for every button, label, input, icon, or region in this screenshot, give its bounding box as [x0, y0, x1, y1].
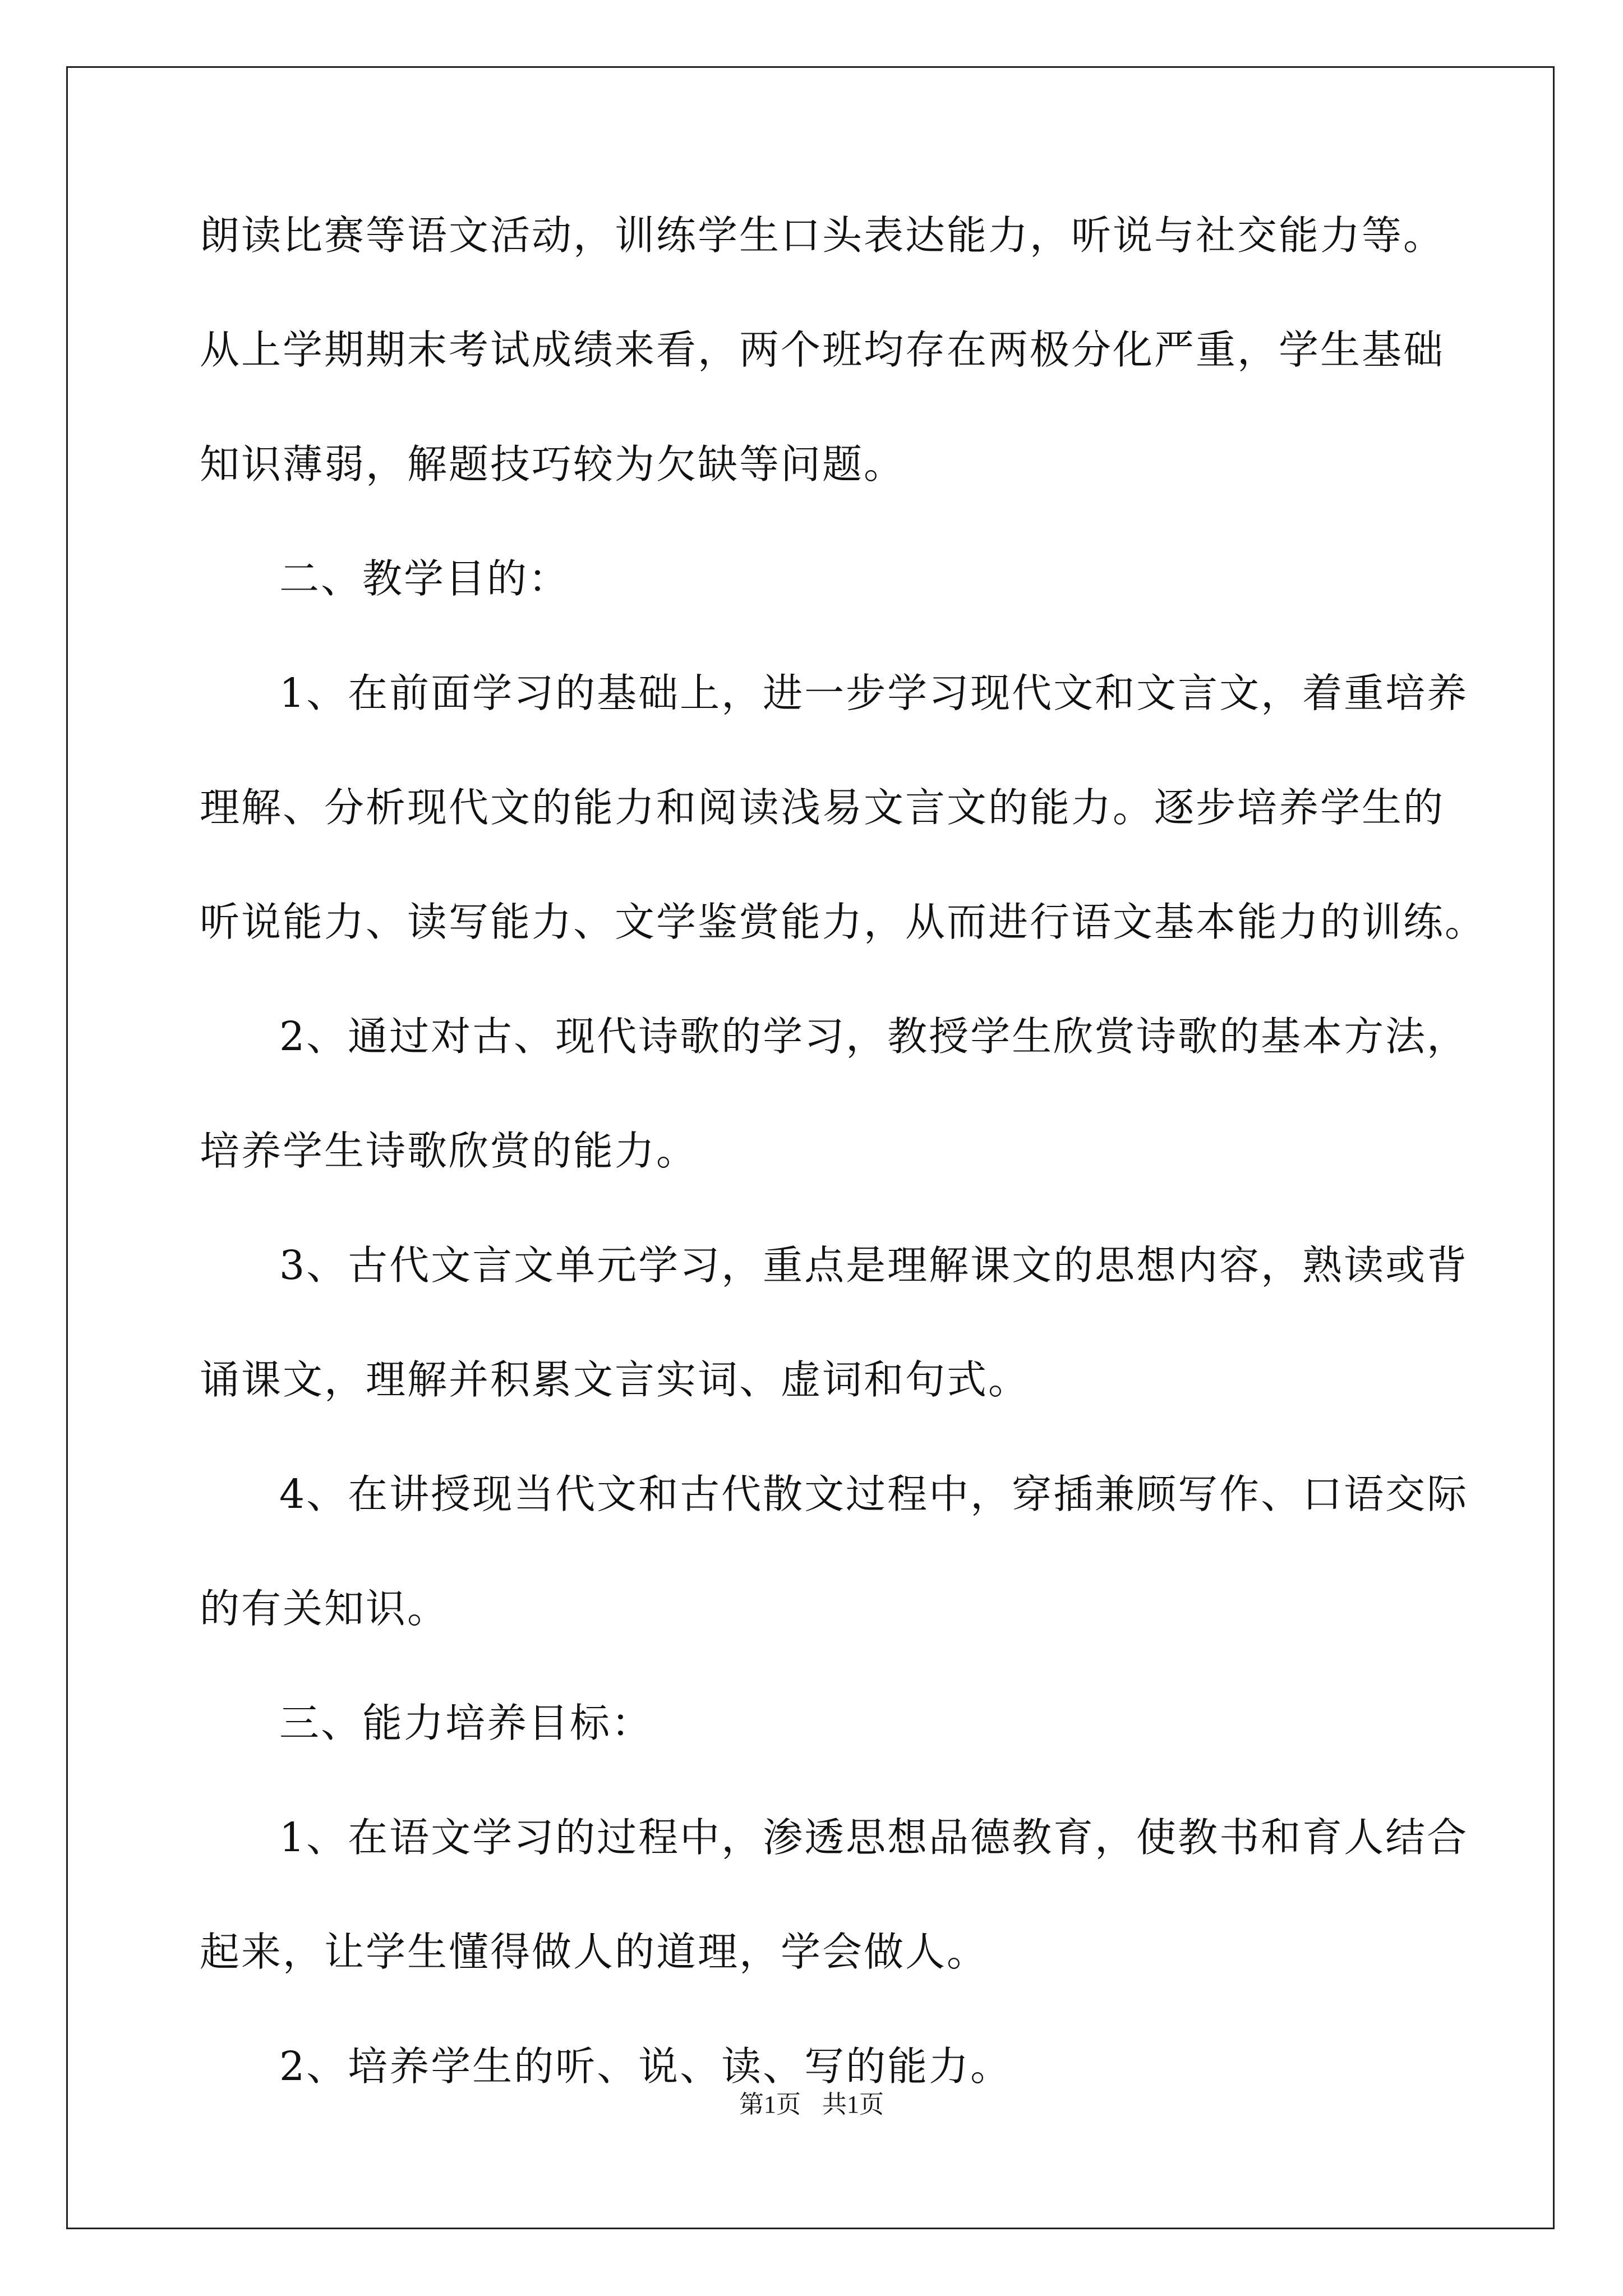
section-heading: 二、教学目的： — [279, 555, 570, 602]
body-line: 1、在语文学习的过程中，渗透思想品德教育，使教书和育人结合 — [279, 1814, 1469, 1861]
body-line: 诵课文，理解并积累文言实词、虚词和句式。 — [200, 1356, 1030, 1403]
body-line: 知识薄弱，解题技巧较为欠缺等问题。 — [200, 441, 906, 487]
section-heading: 三、能力培养目标： — [279, 1700, 653, 1746]
body-line: 2、通过对古、现代诗歌的学习，教授学生欣赏诗歌的基本方法， — [279, 1013, 1469, 1060]
body-line: 听说能力、读写能力、文学鉴赏能力，从而进行语文基本能力的训练。 — [200, 899, 1487, 945]
body-line: 从上学期期末考试成绩来看，两个班均存在两极分化严重，学生基础 — [200, 326, 1445, 373]
body-line: 1、在前面学习的基础上，进一步学习现代文和文言文，着重培养 — [279, 670, 1469, 716]
body-line: 2、培养学生的听、说、读、写的能力。 — [279, 2043, 1012, 2090]
body-line: 朗读比赛等语文活动，训练学生口头表达能力，听说与社交能力等。 — [200, 212, 1445, 259]
body-line: 4、在讲授现当代文和古代散文过程中，穿插兼顾写作、口语交际 — [279, 1471, 1469, 1517]
page-number-total: 共1页 — [822, 2091, 884, 2118]
body-line: 3、古代文言文单元学习，重点是理解课文的思想内容，熟读或背 — [279, 1242, 1469, 1289]
page-number-current: 第1页 — [739, 2091, 801, 2118]
body-line: 理解、分析现代文的能力和阅读浅易文言文的能力。逐步培养学生的 — [200, 784, 1445, 831]
page-footer — [0, 2088, 1623, 2122]
body-line: 培养学生诗歌欣赏的能力。 — [200, 1128, 698, 1174]
body-line: 起来，让学生懂得做人的道理，学会做人。 — [200, 1929, 989, 1975]
body-line: 的有关知识。 — [200, 1585, 449, 1632]
